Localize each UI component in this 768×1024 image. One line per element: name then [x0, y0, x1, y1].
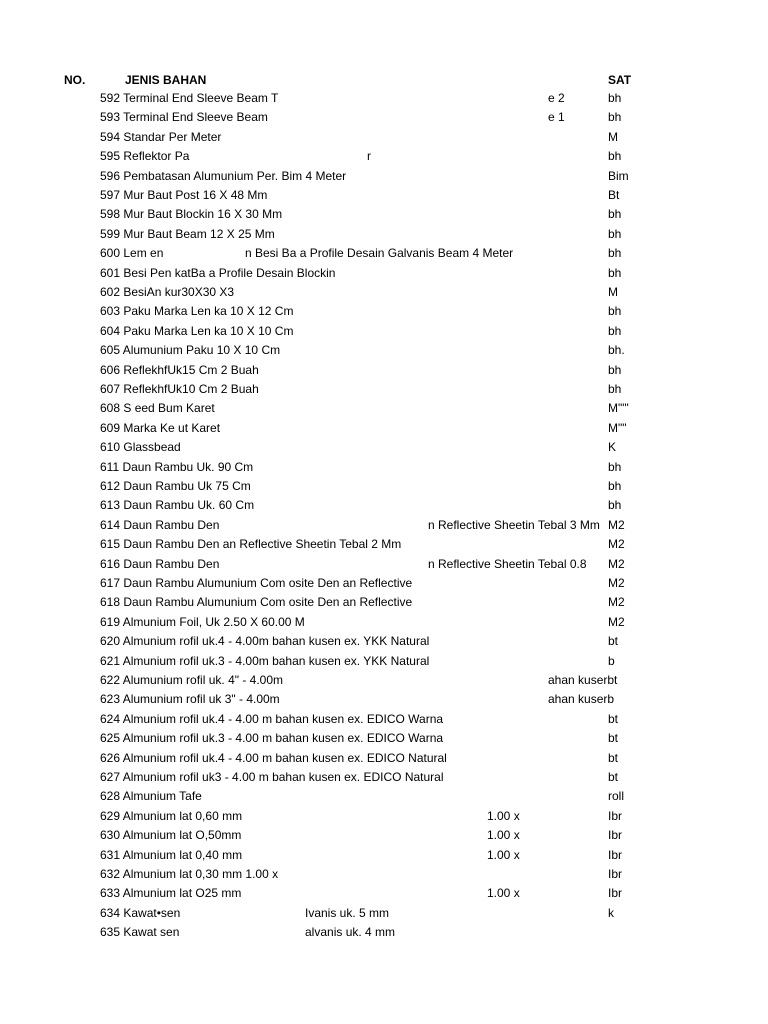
item-unit: bh — [608, 207, 622, 222]
item-unit: b — [608, 653, 615, 668]
table-row — [0, 555, 768, 574]
item-unit: bh — [608, 498, 622, 513]
item-unit: roll — [608, 789, 625, 804]
item-detail-right: ahan kuserb — [548, 692, 615, 707]
table-row — [0, 904, 768, 923]
item-unit: bh — [608, 382, 622, 396]
table-row — [0, 826, 768, 845]
table-row — [0, 807, 768, 826]
item-number-and-name: 607 ReflekhfUk10 Cm 2 Buah — [100, 382, 259, 396]
item-number-and-name: 596 Pembatasan Alumunium Per. Bim 4 Meter — [100, 168, 347, 183]
item-number-and-name: 621 Almunium rofil uk.3 - 4.00m bahan kusen ex. YKK Natural — [100, 653, 430, 668]
item-number-and-name: 603 Paku Marka Len ka 10 X 12 Cm — [100, 304, 294, 319]
table-row — [0, 186, 768, 205]
table-row — [0, 613, 768, 632]
item-number-and-name: 634 Kawat•sen — [100, 905, 181, 920]
table-row — [0, 729, 768, 748]
item-number-and-name: 618 Daun Rambu Alumunium Com osite Den an Reflective — [100, 595, 413, 610]
item-unit: bh — [608, 459, 622, 474]
item-unit: bt — [608, 731, 619, 746]
table-row — [0, 884, 768, 903]
table-row — [0, 147, 768, 166]
item-number-and-name: 593 Terminal End Sleeve Beam — [100, 110, 268, 125]
item-number-and-name: 635 Kawat sen — [100, 925, 180, 940]
item-number-and-name: 592 Terminal End Sleeve Beam T — [100, 91, 279, 105]
item-number-and-name: 616 Daun Rambu Den — [100, 556, 220, 571]
item-unit: bt — [608, 634, 619, 649]
item-unit: Bt — [608, 188, 620, 202]
item-number-and-name: 625 Almunium rofil uk.3 - 4.00 m bahan kusen ex. EDICO Warna — [100, 731, 444, 746]
item-unit: Ibr — [608, 867, 623, 881]
table-row — [0, 652, 768, 671]
table-row — [0, 225, 768, 244]
item-unit: Ibr — [608, 886, 623, 901]
table-row — [0, 846, 768, 865]
item-unit: bh — [608, 110, 622, 125]
item-number-and-name: 624 Almunium rofil uk.4 - 4.00 m bahan kusen ex. EDICO Warna — [100, 711, 444, 726]
item-detail: n Besi Ba a Profile Desain Galvanis Beam 4 Meter — [245, 246, 514, 261]
item-unit: bh — [608, 479, 622, 493]
item-detail: n Reflective Sheetin Tebal 0.8 — [428, 556, 587, 571]
header-sat: SAT — [608, 73, 632, 87]
item-unit: M2 — [608, 614, 625, 629]
item-number-and-name: 597 Mur Baut Post 16 X 48 Mm — [100, 188, 268, 202]
item-number-and-name: 627 Almunium rofil uk3 - 4.00 m bahan kusen ex. EDICO Natural — [100, 770, 444, 784]
table-row — [0, 496, 768, 515]
table-row — [0, 419, 768, 438]
item-unit: M — [608, 129, 618, 144]
table-row — [0, 768, 768, 787]
item-detail: 1.00 x — [487, 886, 520, 901]
header-jenis-bahan: JENIS BAHAN — [125, 73, 207, 87]
item-detail-right: e 1 — [548, 110, 565, 125]
item-number-and-name: 628 Almunium Tafe — [100, 789, 202, 804]
item-number-and-name: 613 Daun Rambu Uk. 60 Cm — [100, 498, 255, 513]
item-detail: alvanis uk. 4 mm — [305, 925, 396, 940]
item-number-and-name: 633 Almunium lat O25 mm — [100, 886, 242, 901]
table-row — [0, 787, 768, 806]
table-row — [0, 205, 768, 224]
item-number-and-name: 598 Mur Baut Blockin 16 X 30 Mm — [100, 207, 283, 222]
item-unit: K — [608, 440, 617, 455]
item-unit: bh — [608, 91, 622, 105]
table-row — [0, 302, 768, 321]
item-number-and-name: 601 Besi Pen katBa a Profile Desain Blockin — [100, 265, 336, 280]
item-number-and-name: 606 ReflekhfUk15 Cm 2 Buah — [100, 362, 259, 377]
item-detail: 1.00 x — [487, 828, 520, 843]
table-row — [0, 749, 768, 768]
table-row — [0, 89, 768, 108]
item-unit: bh — [608, 265, 622, 280]
item-unit: bh — [608, 246, 622, 261]
item-number-and-name: 600 Lem en — [100, 246, 164, 261]
item-number-and-name: 619 Almunium Foil, Uk 2.50 X 60.00 M — [100, 614, 305, 629]
table-row — [0, 399, 768, 418]
table-row — [0, 458, 768, 477]
item-unit: bh — [608, 323, 622, 338]
item-number-and-name: 631 Almunium lat 0,40 mm — [100, 847, 243, 862]
table-row — [0, 361, 768, 380]
item-unit: bh — [608, 304, 622, 319]
item-detail: 1.00 x — [487, 847, 520, 862]
item-unit: M2 — [608, 517, 625, 532]
header-no: NO. — [64, 73, 86, 87]
item-unit: Bim — [608, 168, 629, 183]
table-row — [0, 322, 768, 341]
table-row — [0, 438, 768, 457]
table-row — [0, 264, 768, 283]
item-number-and-name: 614 Daun Rambu Den — [100, 517, 220, 532]
item-number-and-name: 608 S eed Bum Karet — [100, 401, 215, 416]
item-number-and-name: 615 Daun Rambu Den an Reflective Sheetin Tebal 2 Mm — [100, 537, 402, 552]
table-row — [0, 535, 768, 554]
item-unit: Ibr — [608, 847, 623, 862]
table-row — [0, 477, 768, 496]
item-number-and-name: 604 Paku Marka Len ka 10 X 10 Cm — [100, 323, 294, 338]
item-detail-right: ahan kuserbt — [548, 673, 618, 687]
item-number-and-name: 617 Daun Rambu Alumunium Com osite Den an Reflective — [100, 576, 413, 590]
table-row — [0, 108, 768, 127]
item-unit: M2 — [608, 595, 625, 610]
table-row — [0, 128, 768, 147]
table-row — [0, 632, 768, 651]
table-row — [0, 923, 768, 942]
item-number-and-name: 609 Marka Ke ut Karet — [100, 420, 221, 435]
item-unit: k — [608, 905, 614, 920]
item-number-and-name: 599 Mur Baut Beam 12 X 25 Mm — [100, 226, 275, 241]
item-unit: bh — [608, 362, 622, 377]
item-number-and-name: 623 Alumunium rofil uk 3" - 4.00m — [100, 692, 280, 707]
item-number-and-name: 626 Almunium rofil uk.4 - 4.00 m bahan kusen ex. EDICO Natural — [100, 750, 447, 765]
item-unit: M — [608, 285, 618, 299]
item-unit: M""' — [608, 401, 629, 416]
item-unit: M2 — [608, 556, 625, 571]
item-unit: bt — [608, 750, 619, 765]
table-row — [0, 380, 768, 399]
item-unit: bt — [608, 711, 619, 726]
item-detail-right: e 2 — [548, 91, 565, 105]
item-unit: Ibr — [608, 808, 623, 823]
table-row — [0, 574, 768, 593]
table-row — [0, 167, 768, 186]
table-row — [0, 671, 768, 690]
item-detail: r — [367, 149, 371, 164]
item-unit: bt — [608, 770, 619, 784]
item-number-and-name: 622 Alumunium rofil uk. 4" - 4.00m — [100, 673, 284, 687]
table-row — [0, 516, 768, 535]
item-unit: bh. — [608, 343, 625, 358]
item-unit: M2 — [608, 537, 625, 552]
item-detail: 1.00 x — [487, 808, 520, 823]
table-row — [0, 341, 768, 360]
item-unit: M2 — [608, 576, 625, 590]
item-detail: Ivanis uk. 5 mm — [305, 905, 390, 920]
item-unit: bh — [608, 226, 622, 241]
item-detail: n Reflective Sheetin Tebal 3 Mm — [428, 517, 600, 532]
table-row — [0, 710, 768, 729]
item-number-and-name: 605 Alumunium Paku 10 X 10 Cm — [100, 343, 281, 358]
table-row — [0, 244, 768, 263]
item-unit: bh — [608, 149, 622, 164]
item-number-and-name: 602 BesiAn kur30X30 X3 — [100, 285, 235, 299]
item-number-and-name: 612 Daun Rambu Uk 75 Cm — [100, 479, 251, 493]
item-number-and-name: 595 Reflektor Pa — [100, 149, 190, 164]
item-number-and-name: 620 Almunium rofil uk.4 - 4.00m bahan kusen ex. YKK Natural — [100, 634, 430, 649]
item-number-and-name: 611 Daun Rambu Uk. 90 Cm — [100, 459, 254, 474]
table-row — [0, 593, 768, 612]
item-number-and-name: 629 Almunium lat 0,60 mm — [100, 808, 243, 823]
item-unit: Ibr — [608, 828, 623, 843]
item-number-and-name: 610 Glassbead — [100, 440, 181, 455]
table-row — [0, 865, 768, 884]
table-row — [0, 690, 768, 709]
item-number-and-name: 630 Almunium lat O,50mm — [100, 828, 242, 843]
item-number-and-name: 594 Standar Per Meter — [100, 129, 222, 144]
item-number-and-name: 632 Almunium lat 0,30 mm 1.00 x — [100, 867, 279, 881]
item-unit: M"" — [608, 420, 627, 435]
table-row — [0, 283, 768, 302]
